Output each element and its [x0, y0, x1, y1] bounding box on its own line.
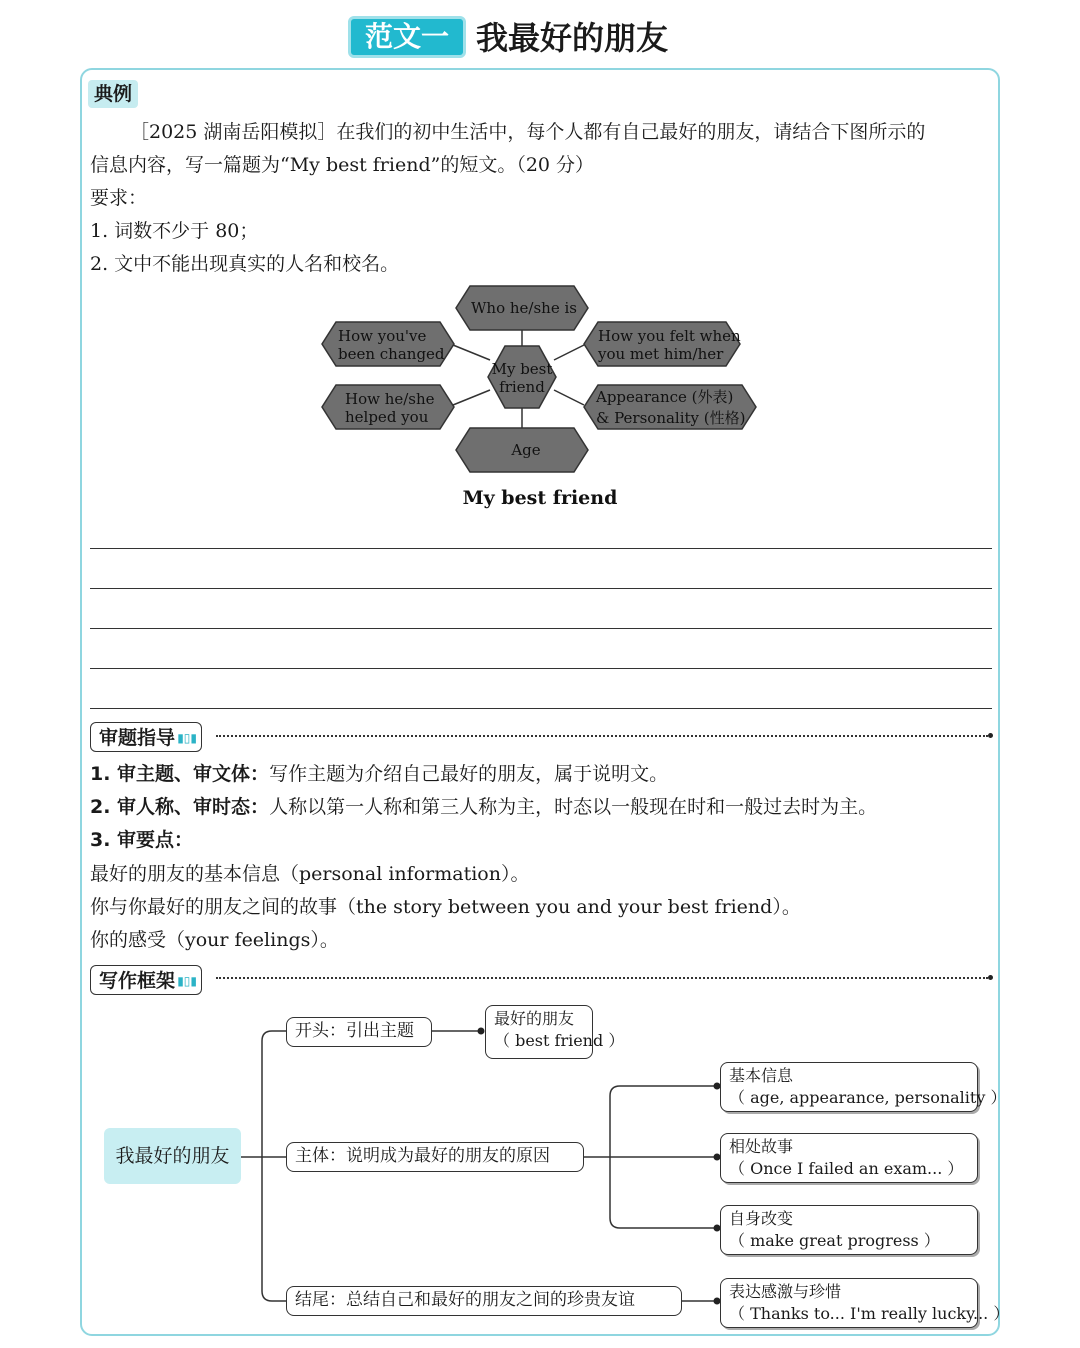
framework-ending: 结尾：总结自己和最好的朋友之间的珍贵友谊 — [286, 1286, 682, 1316]
hex-left-bottom-text-2: helped you — [345, 408, 429, 426]
body-detail-2-sub: （ Once I failed an exam... ） — [729, 1159, 964, 1178]
hex-right-bottom-text-1: Appearance (外表) — [596, 388, 734, 406]
guide-item-2-head: 2. 审人称、审时态： — [90, 796, 270, 818]
sound-wave-icon: ▮▯▮ — [177, 731, 198, 745]
framework-body: 主体：说明成为最好的朋友的原因 — [286, 1142, 584, 1172]
sound-wave-icon: ▮▯▮ — [177, 974, 198, 988]
opening-detail-sub: （ best friend ） — [494, 1031, 625, 1050]
ending-detail-sub: （ Thanks to... I'm really lucky... ） — [729, 1304, 1010, 1323]
guide-point-2: 你与你最好的朋友之间的故事（the story between you and your best friend）。 — [90, 896, 801, 918]
example-line-3: 要求： — [90, 187, 148, 209]
example-line-2: 信息内容，写一篇题为“My best friend”的短文。（20 分） — [90, 154, 595, 176]
hex-center-text-2: friend — [499, 378, 545, 396]
hex-left-bottom-text-1: How he/she — [345, 390, 435, 408]
example-line-1: ［2025 湖南岳阳模拟］在我们的初中生活中，每个人都有自己最好的朋友，请结合下图所示的 — [130, 121, 926, 143]
guide-label-text: 审题指导 — [99, 727, 176, 749]
hex-right-top-text-2: you met him/her — [598, 345, 724, 363]
hex-top-text: Who he/she is — [471, 299, 577, 317]
framework-label-text: 写作框架 — [99, 970, 176, 992]
framework-body-detail-1 — [720, 1062, 1007, 1112]
hex-left-top-text-2: been changed — [338, 345, 445, 363]
hex-left-top-text-1: How you've — [338, 327, 427, 345]
guide-point-3: 你的感受（your feelings）。 — [90, 929, 339, 951]
hex-bottom-text: Age — [511, 441, 541, 459]
framework-body-detail-3 — [720, 1205, 978, 1255]
body-detail-1-sub: （ age, appearance, personality ） — [729, 1088, 1007, 1107]
guide-item-2-text: 人称以第一人称和第三人称为主，时态以一般现在时和一般过去时为主。 — [269, 796, 878, 818]
guide-item-1-head: 1. 审主题、审文体： — [90, 763, 270, 785]
body-detail-2-title: 相处故事 — [729, 1137, 794, 1156]
guide-point-1: 最好的朋友的基本信息（personal information）。 — [90, 863, 530, 885]
mindmap-caption: My best friend — [462, 487, 618, 509]
framework-ending-detail — [720, 1278, 1010, 1328]
hex-right-bottom-text-2: & Personality (性格) — [596, 409, 746, 427]
body-detail-3-sub: （ make great progress ） — [729, 1231, 940, 1250]
guide-item-1-text: 写作主题为介绍自己最好的朋友，属于说明文。 — [269, 763, 669, 785]
framework-root: 我最好的朋友 — [104, 1128, 241, 1184]
example-line-5: 2. 文中不能出现真实的人名和校名。 — [90, 253, 400, 275]
guide-item-3-head: 3. 审要点： — [90, 829, 194, 851]
framework-body-detail-2 — [720, 1133, 978, 1183]
hex-center-text-1: My best — [491, 360, 553, 378]
framework-opening-detail — [485, 1005, 625, 1059]
page-title: 我最好的朋友 — [476, 19, 669, 57]
example-line-4: 1. 词数不少于 80； — [90, 220, 259, 242]
ending-detail-title: 表达感激与珍惜 — [729, 1282, 842, 1301]
framework-opening: 开头：引出主题 — [286, 1017, 432, 1047]
hex-right-top-text-1: How you felt when — [598, 327, 741, 345]
example-tag: 典例 — [88, 80, 138, 108]
body-detail-1-title: 基本信息 — [729, 1066, 794, 1085]
opening-detail-title: 最好的朋友 — [494, 1009, 575, 1028]
title-badge: 范文一 — [348, 16, 466, 58]
body-detail-3-title: 自身改变 — [729, 1209, 794, 1228]
